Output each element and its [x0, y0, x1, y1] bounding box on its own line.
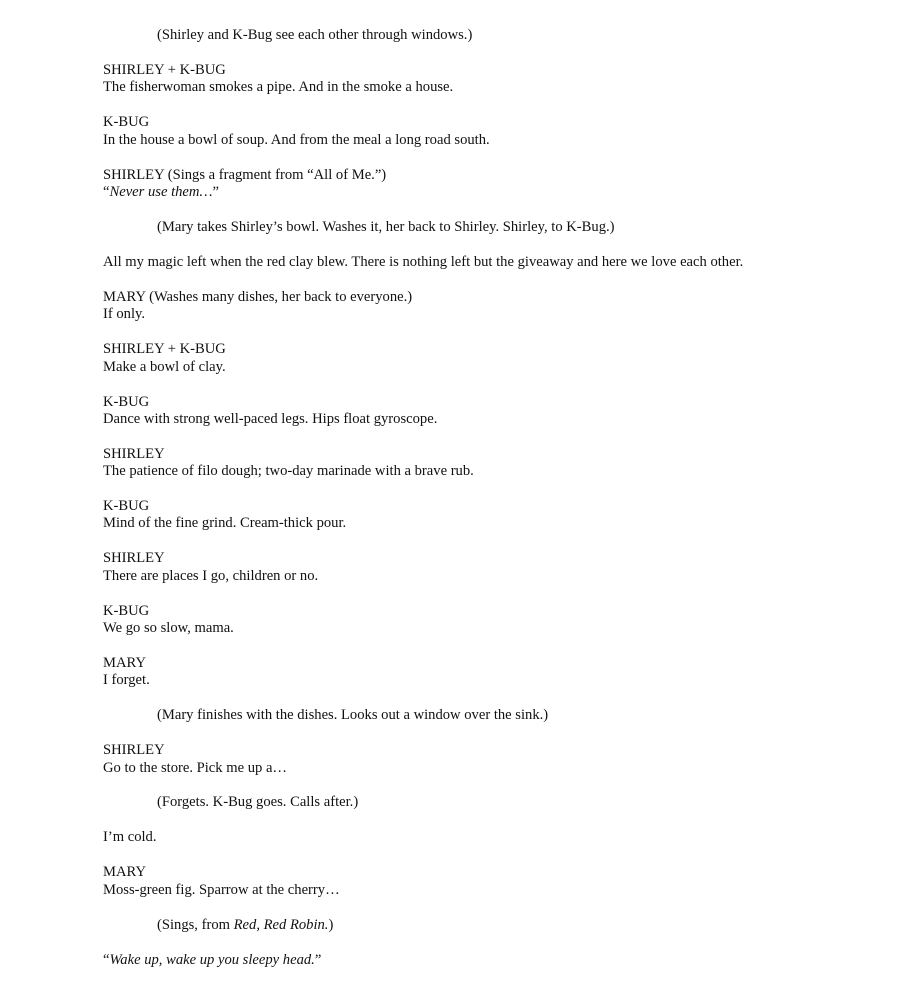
song-title: Red, Red Robin. — [233, 917, 329, 933]
speaker-label: MARY — [103, 864, 146, 880]
dialogue-line: The fisherwoman smokes a pipe. And in the smoke a house. — [103, 79, 454, 95]
dialogue-line: Go to the store. Pick me up a… — [103, 760, 288, 776]
quote-close: ” — [212, 184, 219, 200]
speaker-label: SHIRLEY + K-BUG — [103, 341, 226, 357]
stage-direction: (Mary takes Shirley’s bowl. Washes it, her back to Shirley. Shirley, to K-Bug.) — [157, 219, 615, 235]
stage-direction — [157, 916, 333, 934]
dialogue-line: Moss-green fig. Sparrow at the cherry… — [103, 882, 340, 898]
speaker-label: SHIRLEY — [103, 550, 165, 566]
dialogue-line: There are places I go, children or no. — [103, 568, 319, 584]
dialogue-line: In the house a bowl of soup. And from the meal a long road south. — [103, 132, 490, 148]
dialogue-line — [103, 183, 219, 201]
speaker-label: SHIRLEY — [103, 446, 165, 462]
speaker-label: MARY (Washes many dishes, her back to everyone.) — [103, 289, 413, 305]
dialogue-line: If only. — [103, 306, 146, 322]
dialogue-line: Make a bowl of clay. — [103, 359, 226, 375]
speaker-label: K-BUG — [103, 394, 150, 410]
stage-direction: (Mary finishes with the dishes. Looks out a window over the sink.) — [157, 707, 549, 723]
dialogue-line: All my magic left when the red clay blew. There is nothing left but the giveaway and here we love each other. — [103, 254, 744, 270]
dialogue-line: The patience of filo dough; two-day marinade with a brave rub. — [103, 463, 474, 479]
speaker-label: K-BUG — [103, 603, 150, 619]
stage-direction: (Forgets. K-Bug goes. Calls after.) — [157, 794, 359, 810]
dialogue-line: I forget. — [103, 672, 150, 688]
dialogue-line: Mind of the fine grind. Cream-thick pour. — [103, 515, 347, 531]
sung-lyric: Wake up, wake up you sleepy head. — [109, 952, 315, 968]
direction-prefix: (Sings, from — [157, 917, 234, 933]
dialogue-line: I’m cold. — [103, 829, 157, 845]
sung-lyric: Never use them… — [109, 184, 213, 200]
dialogue-line: Dance with strong well-paced legs. Hips float gyroscope. — [103, 411, 438, 427]
quote-close: ” — [314, 952, 322, 968]
speaker-label: MARY — [103, 655, 146, 671]
speaker-label: SHIRLEY (Sings a fragment from “All of Me.”) — [103, 167, 387, 183]
speaker-label: SHIRLEY + K-BUG — [103, 62, 226, 78]
quote-open: “ — [103, 184, 110, 200]
speaker-label: K-BUG — [103, 114, 150, 130]
dialogue-line: We go so slow, mama. — [103, 620, 234, 636]
speaker-label: SHIRLEY — [103, 742, 165, 758]
quote-open: “ — [103, 952, 110, 968]
speaker-label: K-BUG — [103, 498, 150, 514]
dialogue-line — [103, 951, 321, 969]
direction-suffix: ) — [328, 917, 334, 933]
stage-direction: (Shirley and K-Bug see each other through windows.) — [157, 27, 473, 43]
